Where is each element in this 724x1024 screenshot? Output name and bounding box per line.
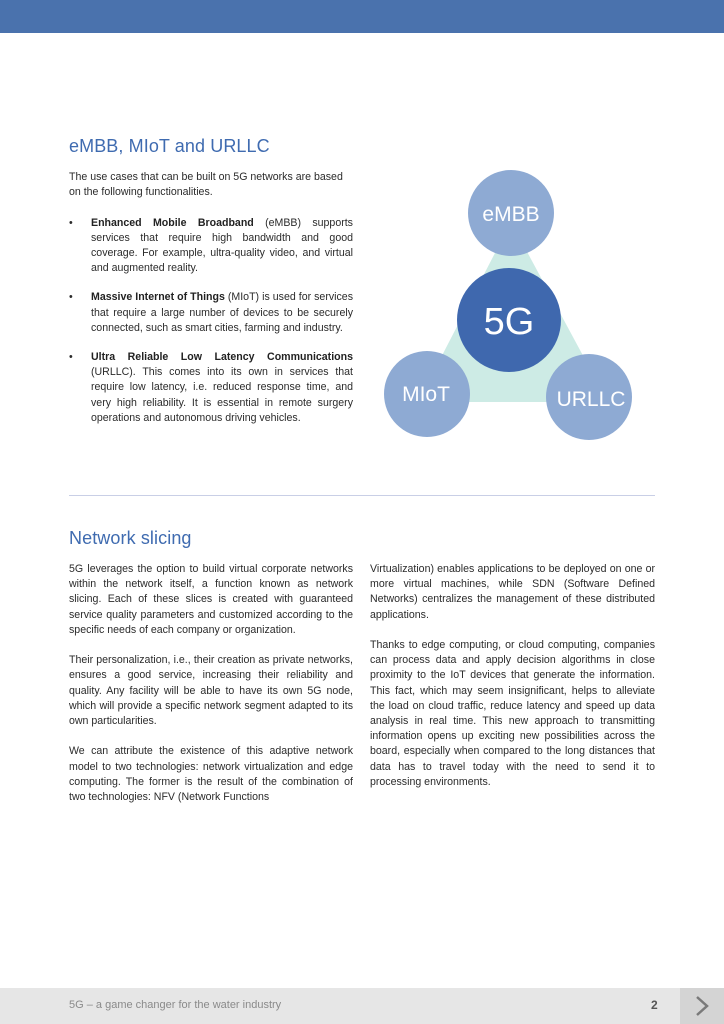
list-item (69, 216, 353, 277)
urllc-label: URLLC (556, 388, 626, 411)
paragraph: 5G leverages the option to build virtual corporate networks within the network itself, a function known as network slicing. Each of these slices is created with guaranteed service quality parameters and customized according to the specific needs of each company or organization. (69, 563, 353, 636)
list-item-term: Enhanced Mobile Broadband (91, 216, 254, 229)
5g-label: 5G (483, 301, 535, 343)
list-item-term: Massive Internet of Things (91, 291, 225, 304)
list-item-text: (URLLC). This comes into its own in services that require low latency, i.e. reduced response time, and very high reliability. It is essential in remote surgery operations and autonomous driving vehicles. (91, 366, 353, 424)
miot-label: MIoT (402, 383, 450, 406)
list-item (69, 350, 353, 426)
section-divider (69, 495, 655, 496)
list-item-text: (eMBB) supports services that require high bandwidth and good coverage. For example, ultra-quality video, and virtual and augmented reality. (91, 216, 353, 275)
paragraph: We can attribute the existence of this adaptive network model to two technologies: network virtualization and edge computing. The former is the result of the combination of two technologies: NFV (Network Functions (69, 745, 353, 804)
bullet-icon: • (69, 216, 73, 229)
network-slicing-column-2 (370, 562, 655, 805)
functionality-list (69, 216, 353, 426)
chevron-right-icon (694, 995, 710, 1017)
header-bar (0, 0, 724, 33)
footer-title: 5G – a game changer for the water industry (69, 999, 282, 1011)
list-item (69, 290, 353, 336)
network-slicing-column-1 (69, 562, 353, 820)
bullet-icon: • (69, 291, 73, 304)
paragraph: Their personalization, i.e., their creation as private networks, ensures a good service, increasing their reliability and quality. Any facility will be able to have its own 5G node, which will provide a specific network segment adapted to its own particularities. (69, 654, 353, 728)
next-page-button[interactable] (680, 988, 724, 1024)
page-number: 2 (651, 998, 658, 1012)
section1-text (69, 170, 353, 440)
embb-label: eMBB (482, 203, 540, 226)
5g-use-case-diagram (376, 160, 656, 450)
paragraph: Thanks to edge computing, or cloud computing, companies can process data and apply decision algorithms in close proximity to the IoT devices that generate the information. This fact, which may seem insignificant, helps to alleviate the load on cloud traffic, reduce latency and speed up data analysis in real time. This new approach to transmitting information opens up exciting new possibilities across the board, especially when compared to the long distances that data has to travel today with the need to send it to processing environments. (370, 639, 655, 788)
list-item-text: (MIoT) is used for services that require a large number of devices to be securely connected, such as smart cities, farming and industry. (91, 291, 353, 334)
footer-bar (0, 988, 680, 1024)
list-item-term: Ultra Reliable Low Latency Communications (91, 351, 353, 364)
intro-paragraph: The use cases that can be built on 5G networks are based on the following functionalities. (69, 171, 343, 199)
section-title-embb: eMBB, MIoT and URLLC (69, 136, 270, 156)
paragraph: Virtualization) enables applications to be deployed on one or more virtual machines, while SDN (Software Defined Networks) centralizes the management of these distributed applications. (370, 563, 655, 621)
section-title-network-slicing: Network slicing (69, 528, 192, 548)
bullet-icon: • (69, 351, 73, 364)
